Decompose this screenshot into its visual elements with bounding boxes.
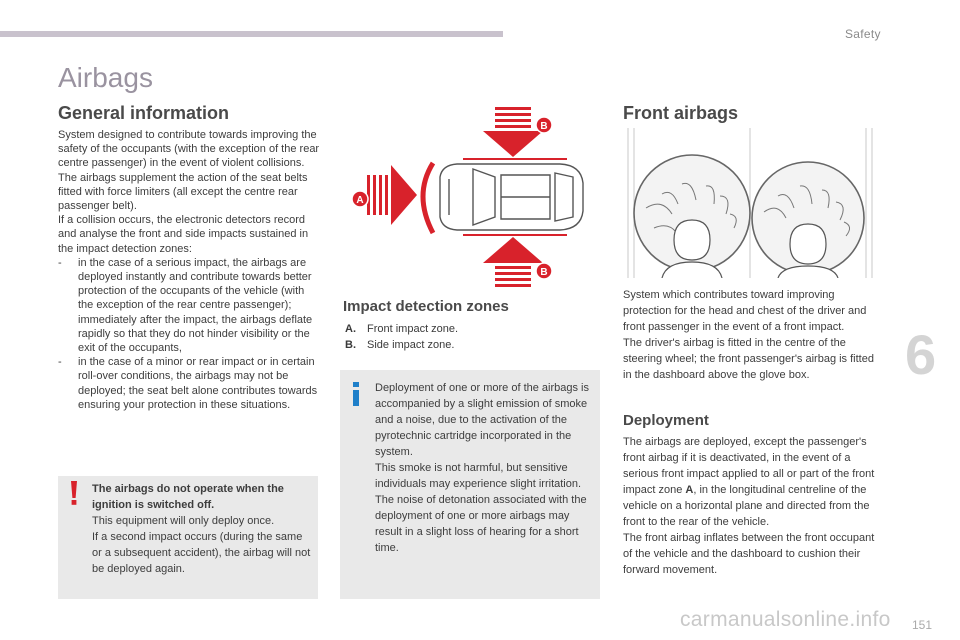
warning-box bbox=[58, 476, 318, 599]
side-impact-arrow-bottom bbox=[483, 237, 543, 287]
front-impact-arrow bbox=[367, 165, 417, 225]
deployment-paragraph-1: The airbags are deployed, except the passenger's front airbag if it is deactivated, in the event of a serious front impact applied to all or part of the front impact zone A, in the longitudinal centreline of the vehicle on a horizontal plane and directed from the front to the rear of the vehicle. bbox=[623, 436, 875, 528]
front-paragraph-2: The driver's airbag is fitted in the centre of the steering wheel; the front passenger's airbag is fitted in the dashboard above the glove box. bbox=[623, 337, 874, 381]
header-bar bbox=[0, 31, 503, 37]
svg-text:A: A bbox=[356, 195, 364, 206]
general-bullet-list bbox=[58, 256, 320, 412]
label-a bbox=[352, 191, 368, 207]
front-airbags-title: Front airbags bbox=[623, 103, 739, 123]
warning-line-1: This equipment will only deploy once. bbox=[92, 515, 275, 527]
info-icon bbox=[351, 382, 361, 406]
list-item: A. Front impact zone. bbox=[345, 323, 459, 335]
deployment-paragraph-2: The front airbag inflates between the front occupant of the vehicle and the dashboard to cushion their forward movement. bbox=[623, 532, 875, 576]
front-airbags-text bbox=[623, 287, 881, 383]
impact-zones-list bbox=[345, 321, 595, 353]
general-info-text bbox=[58, 128, 320, 412]
list-item: - in the case of a minor or rear impact or in certain roll-over conditions, the airbags may not be deployed; the seat belt alone contributes towards ensuring your protection in these situations. bbox=[58, 356, 318, 411]
label-b-top bbox=[536, 117, 552, 133]
warning-line-2: If a second impact occurs (during the same or a subsequent accident), the airbag will not be deployed again. bbox=[92, 531, 311, 575]
impact-zones-title: Impact detection zones bbox=[343, 298, 509, 315]
general-intro-2: If a collision occurs, the electronic detectors record and analyse the front and side impacts sustained in the impact detection zones: bbox=[58, 214, 309, 255]
general-info-title: General information bbox=[58, 103, 230, 123]
info-paragraph-3: The noise of detonation associated with the deployment of one or more airbags may result in a slight loss of hearing for a short time. bbox=[375, 494, 587, 554]
page-title: Airbags bbox=[58, 62, 153, 93]
car-top-view bbox=[440, 164, 583, 230]
svg-text:B: B bbox=[540, 267, 548, 278]
front-paragraph-1: System which contributes toward improving protection for the head and chest of the driver and front passenger in the event of a front impact. bbox=[623, 289, 867, 333]
front-airbags-illustration bbox=[622, 128, 878, 278]
label-b-bottom bbox=[536, 263, 552, 279]
warning-bold-text: The airbags do not operate when the ignition is switched off. bbox=[92, 483, 284, 511]
header-section-label: Safety bbox=[845, 27, 881, 41]
info-paragraph-2: This smoke is not harmful, but sensitive individuals may experience slight irritation. bbox=[375, 462, 582, 490]
side-impact-arrow-top bbox=[483, 107, 543, 157]
chapter-number: 6 bbox=[905, 323, 937, 386]
impact-zones-diagram bbox=[345, 105, 600, 290]
deployment-text bbox=[623, 434, 883, 578]
list-item: - in the case of a serious impact, the airbags are deployed instantly and contribute towards better protection of the occupants of the vehicle (with the exception of the rear centre passenger); immediately after the impact, the airbags deflate rapidly so that they do not hinder visibility or the exit of the occupants, bbox=[58, 256, 313, 355]
watermark: carmanualsonline.info bbox=[680, 608, 891, 631]
list-item: B. Side impact zone. bbox=[345, 339, 455, 351]
info-paragraph-1: Deployment of one or more of the airbags is accompanied by a slight emission of smoke and a noise, due to the activation of the pyrotechnic cartridge incorporated in the system. bbox=[375, 382, 590, 458]
info-box bbox=[340, 370, 600, 599]
front-impact-zone-arc bbox=[423, 163, 433, 233]
deployment-title: Deployment bbox=[623, 412, 709, 429]
warning-icon bbox=[66, 480, 82, 506]
svg-text:B: B bbox=[540, 121, 548, 132]
page-number: 151 bbox=[912, 618, 933, 632]
general-intro-1: System designed to contribute towards improving the safety of the occupants (with the exception of the rear centre passenger) in the event of violent collisions. The airbags supplement the action of the seat belts fitted with force limiters (all except the centre rear passenger belt). bbox=[58, 129, 320, 213]
